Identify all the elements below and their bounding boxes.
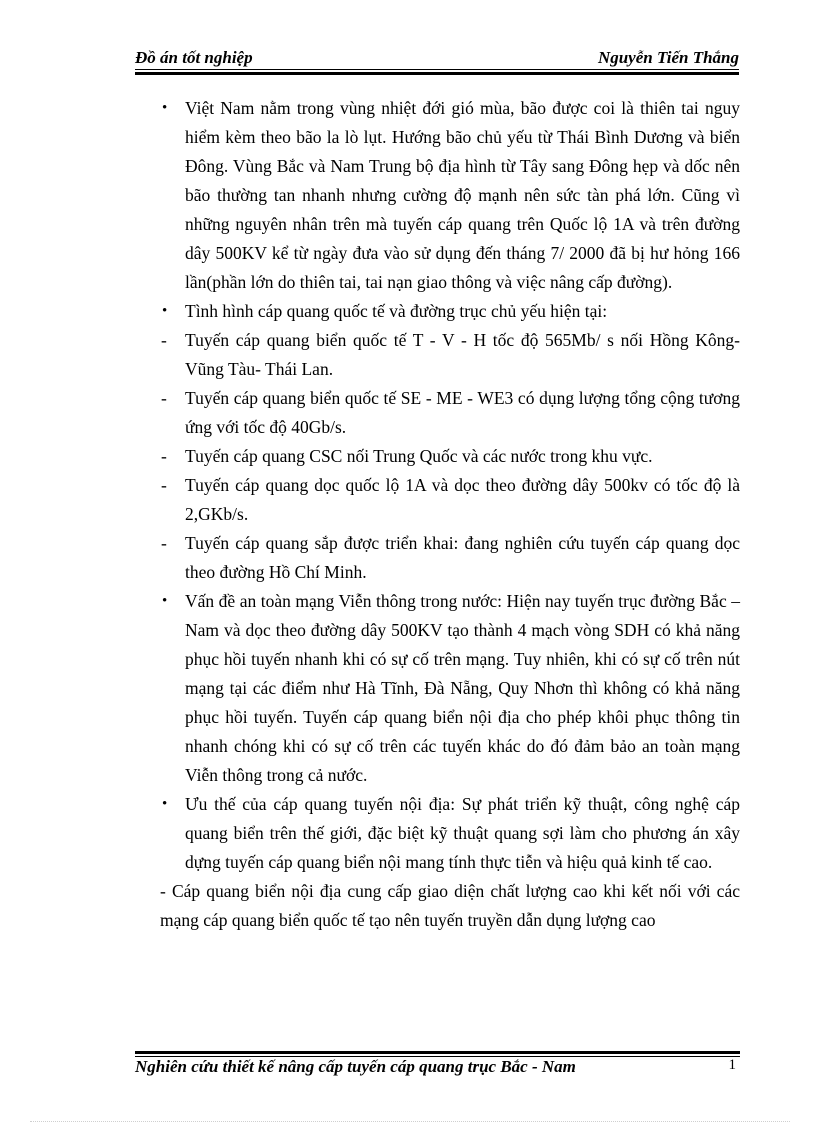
list-item-csc-cable	[160, 442, 740, 471]
list-item-text: Tuyến cáp quang dọc quốc lộ 1A và dọc theo đường dây 500kv có tốc độ là 2,GKb/s.	[185, 475, 740, 524]
bullet-marker: •	[162, 796, 168, 812]
list-item-tvh-cable	[160, 326, 740, 384]
dash-marker: -	[161, 533, 167, 553]
list-item-vietnam-climate	[160, 94, 740, 297]
list-item-sea-me-we3-cable	[160, 384, 740, 442]
header-rule	[135, 69, 739, 70]
footer-thesis-title: Nghiên cứu thiết kế nâng cấp tuyến cáp quang trục Bắc - Nam	[135, 1057, 576, 1076]
list-item-text: Tuyến cáp quang biển quốc tế T - V - H tốc độ 565Mb/ s nối Hồng Kông- Vũng Tàu- Thái Lan.	[185, 330, 740, 379]
header-document-type: Đồ án tốt nghiệp	[135, 48, 253, 67]
list-item-text: Vấn đề an toàn mạng Viễn thông trong nước: Hiện nay tuyến trục đường Bắc – Nam và dọc theo đường dây 500KV tạo thành 4 mạch vòng SDH có khả năng phục hồi tuyến nhanh khi có sự cố trên mạng. Tuy nhiên, khi có sự cố trên nút mạng tại các điểm như Hà Tĩnh, Đà Nẵng, Quy Nhơn thì không có khả năng phục hồi tuyến. Tuyến cáp quang biển nội địa cho phép khôi phục thông tin nhanh chóng khi có sự cố trên các tuyến khác do đó đảm bảo an toàn mạng Viễn thông trong cả nước.	[185, 591, 740, 785]
page-number: 1	[728, 1057, 736, 1073]
header-author: Nguyễn Tiến Thắng	[597, 48, 739, 67]
list-item-international-status	[160, 297, 740, 326]
list-item-text: Việt Nam nằm trong vùng nhiệt đới gió mùa, bão được coi là thiên tai nguy hiểm kèm theo bão la lò lụt. Hướng bão chủ yếu từ Thái Bình Dương và biển Đông. Vùng Bắc và Nam Trung bộ địa hình từ Tây sang Đông hẹp và dốc nên bão thường tan nhanh nhưng cường độ mạnh nên sức tàn phá lớn. Cũng vì những nguyên nhân trên mà tuyến cáp quang trên Quốc lộ 1A và trên đường dây 500KV kể từ ngày đưa vào sử dụng đến tháng 7/ 2000 đã bị hư hỏng 166 lần(phần lớn do thiên tai, tai nạn giao thông và việc nâng cấp đường).	[185, 98, 740, 292]
list-item-text: Tình hình cáp quang quốc tế và đường trục chủ yếu hiện tại:	[185, 301, 608, 321]
bullet-marker: •	[162, 303, 168, 319]
footer-rule-thick	[135, 1051, 740, 1054]
dash-marker: -	[161, 388, 167, 408]
list-item-text: Tuyến cáp quang sắp được triển khai: đang nghiên cứu tuyến cáp quang dọc theo đường Hồ Chí Minh.	[185, 533, 740, 582]
list-item-text: Ưu thế của cáp quang tuyến nội địa: Sự phát triển kỹ thuật, công nghệ cáp quang biển trên thế giới, đặc biệt kỹ thuật quang sợi làm cho phương án xây dựng tuyến cáp quang biển nội mang tính thực tiễn và hiệu quả kinh tế cao.	[185, 794, 740, 872]
bullet-marker: •	[162, 100, 168, 116]
dash-marker: -	[161, 330, 167, 350]
dash-marker: -	[161, 475, 167, 495]
closing-paragraph: - Cáp quang biển nội địa cung cấp giao diện chất lượng cao khi kết nối với các mạng cáp quang biển quốc tế tạo nên tuyến truyền dẫn dụng lượng cao	[160, 881, 740, 930]
dash-marker: -	[161, 446, 167, 466]
list-item-text: Tuyến cáp quang biển quốc tế SE - ME - WE3 có dụng lượng tổng cộng tương ứng với tốc độ 40Gb/s.	[185, 388, 740, 437]
list-item-1a-cable	[160, 471, 740, 529]
page-body	[160, 94, 740, 935]
list-item-domestic-advantage	[160, 790, 740, 877]
bullet-marker: •	[162, 593, 168, 609]
page-footer	[135, 1057, 740, 1079]
list-item-text: Tuyến cáp quang CSC nối Trung Quốc và các nước trong khu vực.	[185, 446, 653, 466]
page-header	[135, 48, 739, 70]
list-item-network-safety	[160, 587, 740, 790]
list-item-ho-chi-minh-route	[160, 529, 740, 587]
page-edge-divider	[30, 1121, 790, 1122]
header-rule-thick	[135, 72, 739, 75]
